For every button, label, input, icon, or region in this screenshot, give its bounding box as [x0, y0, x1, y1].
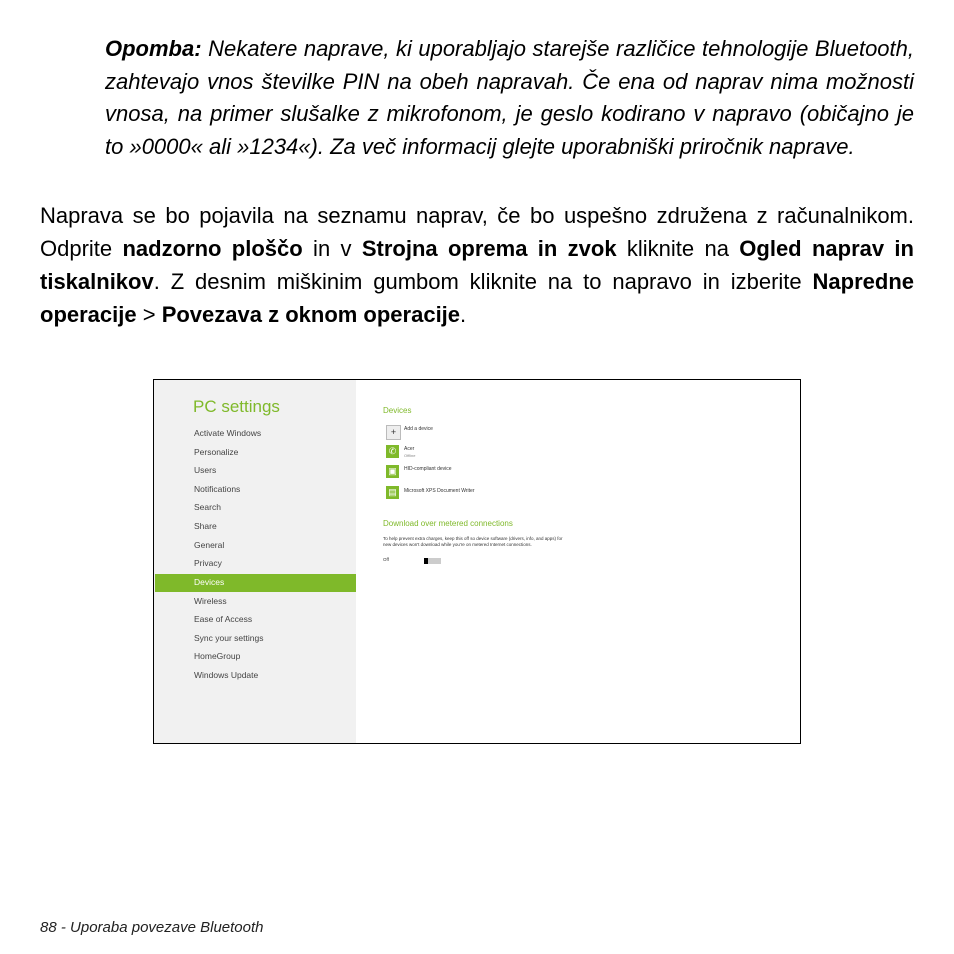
- menu-item-general[interactable]: General: [194, 540, 225, 550]
- download-header: Download over metered connections: [383, 519, 513, 528]
- pc-settings-title: PC settings: [193, 397, 280, 416]
- text-run: >: [136, 302, 162, 327]
- pc-settings-screenshot: [153, 379, 801, 744]
- menu-item-search[interactable]: Search: [194, 502, 221, 512]
- menu-item-personalize[interactable]: Personalize: [194, 447, 239, 457]
- menu-item-sync-settings[interactable]: Sync your settings: [194, 633, 264, 643]
- bold-run: Povezava z oknom operacije: [161, 302, 461, 327]
- document-icon[interactable]: ▤: [386, 486, 399, 499]
- devices-header: Devices: [383, 406, 412, 415]
- instructions-paragraph: [40, 199, 914, 331]
- menu-item-ease-of-access[interactable]: Ease of Access: [194, 614, 253, 624]
- note-text: Nekatere naprave, ki uporabljajo starejše različice tehnologije Bluetooth, zahtevajo vnos številke PIN na obeh napravah. Če ena od naprav nima možnosti vnosa, na primer slušalke z mikrofonom, je geslo kodirano v napravo (običajno je to »0000« ali »1234«). Za več informacij glejte uporabniški priročnik naprave.: [105, 36, 914, 159]
- menu-item-notifications[interactable]: Notifications: [194, 484, 241, 494]
- menu-item-devices[interactable]: Devices: [194, 577, 225, 587]
- bold-run: Strojna oprema in zvok: [361, 236, 617, 261]
- menu-item-privacy[interactable]: Privacy: [194, 558, 222, 568]
- settings-sidebar: [154, 380, 356, 743]
- text-run: Naprava se bo pojavila na seznamu naprav, če bo uspešno združena z računalnikom. Odprite: [40, 203, 914, 261]
- text-run: kliknite na: [616, 236, 740, 261]
- menu-item-activate-windows[interactable]: Activate Windows: [194, 428, 262, 438]
- toggle-state-label: Off: [383, 557, 389, 562]
- menu-item-homegroup[interactable]: HomeGroup: [194, 651, 241, 661]
- menu-item-windows-update[interactable]: Windows Update: [194, 670, 259, 680]
- bold-run: Ogled naprav in tiskalnikov: [40, 236, 914, 294]
- device-acer-status: Offline: [404, 453, 416, 458]
- note-label: Opomba:: [105, 36, 202, 61]
- monitor-icon[interactable]: ▣: [386, 465, 399, 478]
- menu-item-users[interactable]: Users: [194, 465, 217, 475]
- toggle-knob[interactable]: [424, 558, 428, 564]
- menu-item-wireless[interactable]: Wireless: [194, 596, 227, 606]
- download-description: To help prevent extra charges, keep this off so device software (drivers, info, and apps) for new devices won't download while you're on metered Internet connections.: [383, 536, 563, 547]
- menu-item-share[interactable]: Share: [194, 521, 217, 531]
- plus-icon[interactable]: +: [386, 425, 401, 440]
- text-run: .: [460, 302, 467, 327]
- device-xps-name[interactable]: Microsoft XPS Document Writer: [404, 488, 475, 494]
- note-paragraph: [105, 33, 914, 163]
- device-hid-name[interactable]: HID-compliant device: [404, 466, 452, 472]
- bold-run: nadzorno ploščo: [122, 236, 303, 261]
- text-run: in v: [302, 236, 362, 261]
- metered-download-toggle[interactable]: [424, 558, 441, 564]
- device-acer-name[interactable]: Acer: [404, 446, 415, 452]
- menu-selection-highlight[interactable]: [155, 574, 356, 592]
- bold-run: Napredne operacije: [40, 269, 914, 327]
- add-device-label[interactable]: Add a device: [404, 426, 433, 432]
- phone-icon[interactable]: ✆: [386, 445, 399, 458]
- page-footer: 88 - Uporaba povezave Bluetooth: [40, 919, 264, 936]
- text-run: . Z desnim miškinim gumbom kliknite na to napravo in izberite: [153, 269, 813, 294]
